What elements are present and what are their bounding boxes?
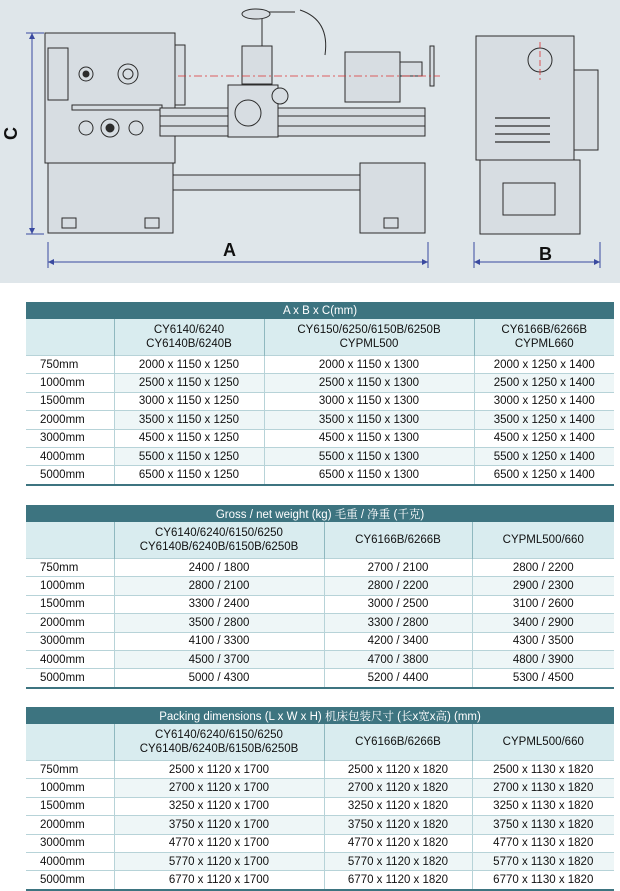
table-cell: 2700 x 1120 x 1700 xyxy=(114,779,324,797)
row-label-cell: 750mm xyxy=(26,761,114,779)
row-label-cell: 2000mm xyxy=(26,816,114,834)
column-header: CY6166B/6266B xyxy=(324,724,472,761)
table-cell: 3250 x 1120 x 1820 xyxy=(324,797,472,815)
table-cell: 2500 x 1120 x 1700 xyxy=(114,761,324,779)
table-cell: 3250 x 1120 x 1700 xyxy=(114,797,324,815)
table-bottom-rule xyxy=(26,687,614,688)
table-row xyxy=(26,559,614,577)
table-cell: 6500 x 1250 x 1400 xyxy=(474,466,614,484)
table-cell: 3000 x 1150 x 1250 xyxy=(114,392,264,410)
column-header: CY6140/6240/6150/6250 CY6140B/6240B/6150B/6250B xyxy=(114,724,324,761)
table-cell: 4100 / 3300 xyxy=(114,632,324,650)
header-blank xyxy=(26,522,114,559)
table-row xyxy=(26,852,614,870)
table-cell: 2700 x 1120 x 1820 xyxy=(324,779,472,797)
dimension-b-label: B xyxy=(539,244,552,264)
row-label-cell: 1000mm xyxy=(26,779,114,797)
table-cell: 6500 x 1150 x 1250 xyxy=(114,466,264,484)
table-row xyxy=(26,669,614,687)
table-cell: 2800 / 2100 xyxy=(114,577,324,595)
table-cell: 5770 x 1130 x 1820 xyxy=(472,852,614,870)
table-caption: Packing dimensions (L x W x H) 机床包装尺寸 (长x宽x高) (mm) xyxy=(26,707,614,724)
table-cell: 6770 x 1120 x 1820 xyxy=(324,871,472,889)
table-row xyxy=(26,834,614,852)
row-label-cell: 4000mm xyxy=(26,852,114,870)
table-cell: 5770 x 1120 x 1700 xyxy=(114,852,324,870)
table-row xyxy=(26,779,614,797)
table-cell: 4770 x 1120 x 1820 xyxy=(324,834,472,852)
lathe-bed xyxy=(160,108,425,136)
row-label-cell: 3000mm xyxy=(26,632,114,650)
table-cell: 5300 / 4500 xyxy=(472,669,614,687)
dimensions-table xyxy=(26,302,614,486)
table-row xyxy=(26,797,614,815)
handwheel xyxy=(235,100,261,126)
table-row xyxy=(26,374,614,392)
table-cell: 2500 x 1130 x 1820 xyxy=(472,761,614,779)
table-cell: 3500 x 1150 x 1300 xyxy=(264,411,474,429)
row-label-cell: 1000mm xyxy=(26,577,114,595)
row-label-cell: 3000mm xyxy=(26,834,114,852)
table-bottom-rule xyxy=(26,889,614,890)
table-row xyxy=(26,614,614,632)
table-cell: 2800 / 2200 xyxy=(472,559,614,577)
table-cell: 2500 x 1150 x 1250 xyxy=(114,374,264,392)
tailstock xyxy=(345,52,400,102)
table-row xyxy=(26,429,614,447)
table-cell: 2000 x 1250 x 1400 xyxy=(474,356,614,374)
row-label-cell: 1500mm xyxy=(26,595,114,613)
table-cell: 3000 x 1250 x 1400 xyxy=(474,392,614,410)
table-row xyxy=(26,577,614,595)
table-row xyxy=(26,871,614,889)
dimension-a-label: A xyxy=(223,240,236,260)
row-label-cell: 3000mm xyxy=(26,429,114,447)
packing-table xyxy=(26,707,614,891)
row-label-cell: 1500mm xyxy=(26,392,114,410)
table-row xyxy=(26,392,614,410)
table-cell: 2800 / 2200 xyxy=(324,577,472,595)
table-cell: 3750 x 1120 x 1700 xyxy=(114,816,324,834)
row-label-cell: 4000mm xyxy=(26,447,114,465)
table-cell: 2700 / 2100 xyxy=(324,559,472,577)
table-cell: 4500 x 1150 x 1300 xyxy=(264,429,474,447)
table-row xyxy=(26,632,614,650)
row-label-cell: 1000mm xyxy=(26,374,114,392)
table-cell: 6770 x 1120 x 1700 xyxy=(114,871,324,889)
column-header: CY6166B/6266B xyxy=(324,522,472,559)
lathe-drawing xyxy=(0,0,620,283)
table-caption: A x B x C(mm) xyxy=(26,302,614,319)
table-row xyxy=(26,356,614,374)
table-cell: 2500 x 1120 x 1820 xyxy=(324,761,472,779)
table-cell: 5500 x 1150 x 1300 xyxy=(264,447,474,465)
row-label-cell: 2000mm xyxy=(26,411,114,429)
table-row xyxy=(26,650,614,668)
table-cell: 3100 / 2600 xyxy=(472,595,614,613)
table-cell: 5770 x 1120 x 1820 xyxy=(324,852,472,870)
table-row xyxy=(26,761,614,779)
table-cell: 2000 x 1150 x 1250 xyxy=(114,356,264,374)
table-cell: 4700 / 3800 xyxy=(324,650,472,668)
table-cell: 3500 x 1150 x 1250 xyxy=(114,411,264,429)
table-cell: 5500 x 1150 x 1250 xyxy=(114,447,264,465)
row-label-cell: 1500mm xyxy=(26,797,114,815)
table-cell: 5200 / 4400 xyxy=(324,669,472,687)
table-cell: 3400 / 2900 xyxy=(472,614,614,632)
column-header: CYPML500/660 xyxy=(472,724,614,761)
table-cell: 4770 x 1130 x 1820 xyxy=(472,834,614,852)
table-cell: 3300 / 2800 xyxy=(324,614,472,632)
table-row xyxy=(26,816,614,834)
column-header: CY6140/6240 CY6140B/6240B xyxy=(114,319,264,356)
table-cell: 5500 x 1250 x 1400 xyxy=(474,447,614,465)
table-row xyxy=(26,411,614,429)
table-caption: Gross / net weight (kg) 毛重 / 净重 (千克) xyxy=(26,505,614,522)
table-cell: 2500 x 1150 x 1300 xyxy=(264,374,474,392)
row-label-cell: 2000mm xyxy=(26,614,114,632)
row-label-cell: 750mm xyxy=(26,356,114,374)
lathe-drawing-panel xyxy=(0,0,620,283)
header-blank xyxy=(26,319,114,356)
table-row xyxy=(26,595,614,613)
table-cell: 3000 / 2500 xyxy=(324,595,472,613)
table-row xyxy=(26,447,614,465)
table-cell: 4500 / 3700 xyxy=(114,650,324,668)
header-blank xyxy=(26,724,114,761)
table-cell: 3250 x 1130 x 1820 xyxy=(472,797,614,815)
row-label-cell: 5000mm xyxy=(26,669,114,687)
row-label-cell: 750mm xyxy=(26,559,114,577)
table-cell: 3500 / 2800 xyxy=(114,614,324,632)
row-label-cell: 5000mm xyxy=(26,466,114,484)
row-label-cell: 4000mm xyxy=(26,650,114,668)
column-header: CYPML500/660 xyxy=(472,522,614,559)
table-cell: 5000 / 4300 xyxy=(114,669,324,687)
row-label-cell: 5000mm xyxy=(26,871,114,889)
table-cell: 3300 / 2400 xyxy=(114,595,324,613)
table-cell: 4500 x 1150 x 1250 xyxy=(114,429,264,447)
column-header: CY6166B/6266B CYPML660 xyxy=(474,319,614,356)
table-cell: 2400 / 1800 xyxy=(114,559,324,577)
table-cell: 4800 / 3900 xyxy=(472,650,614,668)
weight-table xyxy=(26,505,614,689)
column-header: CY6140/6240/6150/6250 CY6140B/6240B/6150B/6250B xyxy=(114,522,324,559)
table-bottom-rule xyxy=(26,484,614,485)
table-cell: 2700 x 1130 x 1820 xyxy=(472,779,614,797)
table-cell: 4300 / 3500 xyxy=(472,632,614,650)
table-cell: 3000 x 1150 x 1300 xyxy=(264,392,474,410)
table-cell: 3500 x 1250 x 1400 xyxy=(474,411,614,429)
table-cell: 3750 x 1120 x 1820 xyxy=(324,816,472,834)
table-cell: 2000 x 1150 x 1300 xyxy=(264,356,474,374)
table-cell: 4770 x 1120 x 1700 xyxy=(114,834,324,852)
table-cell: 6500 x 1150 x 1300 xyxy=(264,466,474,484)
dimension-c-label: C xyxy=(1,127,21,140)
table-cell: 6770 x 1130 x 1820 xyxy=(472,871,614,889)
table-cell: 3750 x 1130 x 1820 xyxy=(472,816,614,834)
table-row xyxy=(26,466,614,484)
column-header: CY6150/6250/6150B/6250B CYPML500 xyxy=(264,319,474,356)
table-cell: 4500 x 1250 x 1400 xyxy=(474,429,614,447)
table-cell: 4200 / 3400 xyxy=(324,632,472,650)
table-cell: 2900 / 2300 xyxy=(472,577,614,595)
table-cell: 2500 x 1250 x 1400 xyxy=(474,374,614,392)
